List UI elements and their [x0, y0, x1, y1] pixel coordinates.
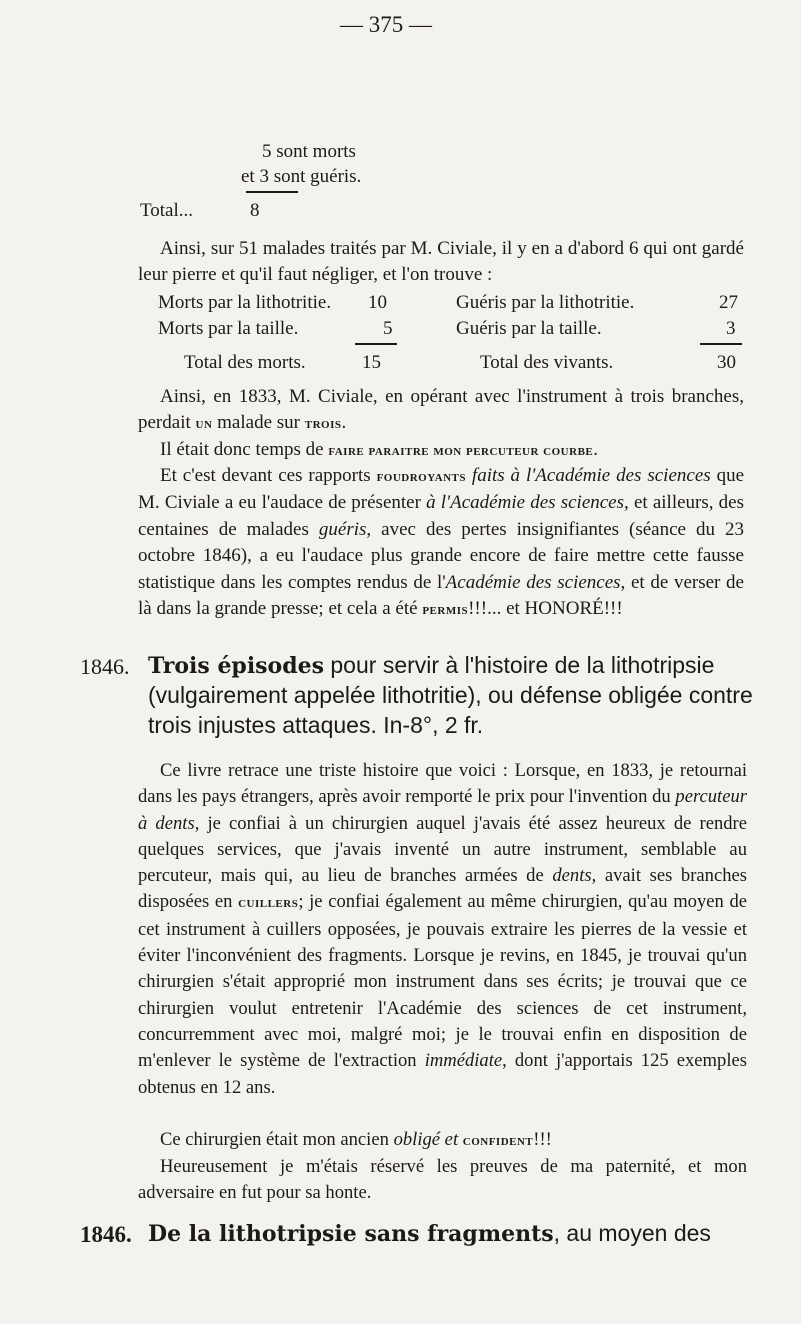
p1-sc2: trois: [304, 416, 342, 433]
p1-a: Ainsi, en 1833, M. Civiale, en opérant avec l'instrument à trois branches, perdait: [138, 386, 744, 434]
intro-text: Ainsi, sur 51 malades traités par M. Civiale, il y en a d'abord 6 qui ont gardé leur pierre et qu'il faut négliger, et l'on trouve :: [138, 238, 744, 286]
e1-p2-it1: obligé et: [393, 1129, 459, 1150]
p3-it4: Académie des sciences: [445, 571, 621, 593]
stats-rule: [246, 191, 298, 193]
e1-p2-a: Ce chirurgien était mon ancien: [160, 1129, 394, 1150]
e1-p1-it2: dents: [552, 865, 592, 887]
e1-p3: Heureusement je m'étais réservé les preuves de ma paternité, et mon adversaire en fut pour sa honte.: [138, 1156, 747, 1204]
table-total-left: Total des morts.: [184, 352, 306, 373]
stats-total-value: 8: [250, 200, 260, 221]
e1-p1-c: , avait ses branches disposées en: [138, 865, 747, 913]
e1-p1-it1: percuteur à dents: [138, 786, 747, 834]
e1-p2-sc1: confident: [462, 1133, 534, 1149]
entry1-title-line3: trois injustes attaques. In-8°, 2 fr.: [148, 712, 484, 738]
entry2-title-rest: , au moyen des: [553, 1220, 711, 1246]
entry1-title-bold: Trois épisodes: [148, 653, 324, 679]
p3-a: Et c'est devant ces rapports: [160, 465, 377, 486]
entry1-title-line1: [148, 652, 714, 679]
table-total-right: Total des vivants.: [480, 352, 614, 373]
p2-a: Il était donc temps de: [160, 439, 329, 460]
p3-e: , et de verser de là dans la grande presse; et cela a été: [138, 571, 744, 620]
entry1-paragraph-1: [138, 758, 747, 1101]
paragraph-percuteur: [138, 437, 744, 464]
e1-p1-b: , je confiai à un chirurgien auquel j'avais été assez heureux de rendre quelques services, que j'avais inventé un autre instrument, semblable au percuteur, mais qui, au lieu de branches armées de: [138, 812, 747, 887]
stats-total-label: Total...: [140, 200, 194, 221]
e1-p1-it3: immédiate: [424, 1050, 503, 1072]
table-total-left-val: 15: [362, 352, 381, 373]
entry2-title: [148, 1220, 711, 1247]
table-total-right-val: 30: [717, 352, 736, 373]
p3-b: que M. Civiale a eu l'audace de présenter: [138, 465, 745, 514]
table-rule-right: [700, 343, 742, 345]
entry1-year: 1846.: [80, 654, 130, 679]
e1-p1-d: ; je confiai également au même chirurgien, qu'au moyen de cet instrument à cuillers opposées, je pouvais extraire les pierres de la vessie et éviter l'inconvénient des fragments. Lorsque je revins, en 1845, je trouvai qu'un chirurgien s'était approprié mon instrument dans ses écrits; je trouvai que ce chirurgien voulut entretenir l'Académie des sciences de cet instrument, concurremment avec moi, malgré moi; je le trouvai enfin en disposition de m'enlever le système de l'extraction: [138, 891, 747, 1072]
p3-sc2: permis: [422, 602, 469, 619]
p3-it1: faits à l'Académie des sciences: [466, 465, 711, 486]
e1-p1-a: Ce livre retrace une triste histoire que voici : Lorsque, en 1833, je retournai dans les pays étrangers, après avoir remporté le prix pour l'invention du: [138, 760, 747, 808]
p3-f: !!!... et HONORÉ!!!: [468, 598, 623, 620]
entry1-paragraph-2: [138, 1127, 747, 1154]
e1-p1-e: , dont j'apportais 125 exemples obtenus en 12 ans.: [138, 1050, 747, 1098]
intro-paragraph: [138, 236, 744, 289]
table-row1-left: Morts par la lithotritie.: [158, 292, 332, 313]
table-row2-right-val: 3: [726, 318, 736, 339]
p3-c: , et ailleurs, des centaines de malades: [138, 492, 745, 540]
stats-line-1: 5 sont morts: [262, 141, 356, 162]
e1-p1-sc1: cuillers: [238, 895, 299, 912]
table-row1-right: Guéris par la lithotritie.: [456, 292, 635, 313]
p1-b: malade sur: [212, 412, 305, 434]
p3-it2: à l'Académie des sciences: [426, 492, 625, 514]
entry2-year: 1846.: [80, 1222, 132, 1247]
table-row1-left-val: 10: [368, 292, 387, 313]
entry1-title-rest: pour servir à l'histoire de la lithotripsie: [324, 652, 715, 678]
paragraph-rapports: [138, 463, 744, 623]
entry2-title-bold: De la lithotripsie sans fragments: [148, 1221, 554, 1247]
paragraph-1833: [138, 384, 744, 438]
p1-c: .: [341, 412, 347, 434]
p2-sc: faire paraitre mon percuteur courbe: [328, 443, 594, 459]
table-row2-right: Guéris par la taille.: [456, 318, 602, 339]
p1-sc1: un: [195, 416, 213, 433]
table-rule-left: [355, 343, 397, 345]
table-row2-left: Morts par la taille.: [158, 318, 299, 339]
entry1-title-line2: (vulgairement appelée lithotritie), ou défense obligée contre: [148, 682, 753, 708]
table-row2-left-val: 5: [383, 318, 393, 339]
table-row1-right-val: 27: [719, 292, 738, 313]
p2-b: .: [593, 439, 598, 460]
e1-p2-c: !!!: [533, 1129, 552, 1150]
entry1-paragraph-3: [138, 1154, 747, 1207]
p3-d: , avec des pertes insignifiantes (séance du 23 octobre 1846), a eu l'audace plus grande encore de faire mettre cette fausse statistique dans les comptes rendus de l': [138, 518, 744, 593]
p3-sc1: foudroyants: [376, 469, 467, 485]
page-number: — 375 —: [340, 12, 432, 37]
stats-line-2: et 3 sont guéris.: [241, 166, 362, 187]
p3-it3: guéris: [318, 518, 367, 540]
